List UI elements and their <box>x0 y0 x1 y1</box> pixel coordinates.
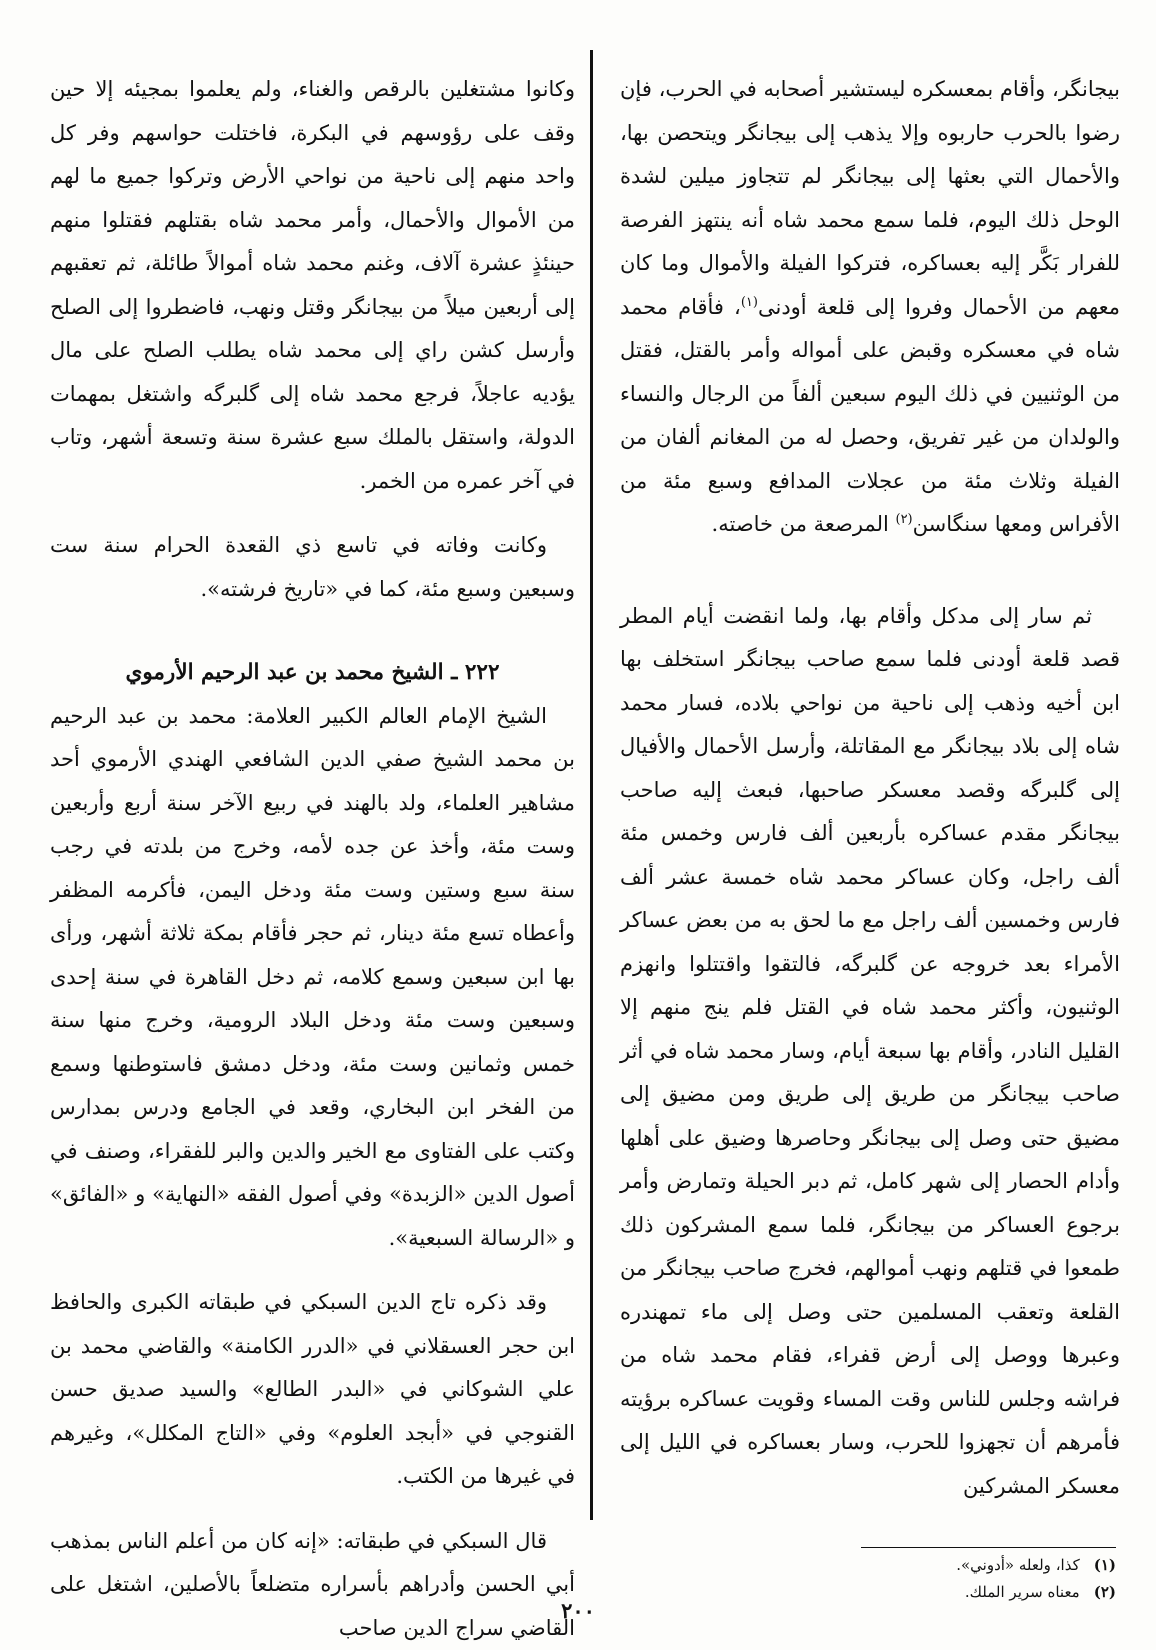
footnote-text: كذا، ولعله «أدوني». <box>956 1556 1080 1574</box>
paragraph: وكانت وفاته في تاسع ذي القعدة الحرام سنة ست وسبعين وسبع مئة، كما في «تاريخ فرشته». <box>50 524 575 611</box>
footnote <box>616 1552 1116 1579</box>
page-number: ٢٠٠ <box>0 1598 1156 1623</box>
footnote-number: (٢) <box>1094 1583 1116 1601</box>
footnote-marker: (١) <box>741 295 758 310</box>
column-divider <box>590 50 593 1520</box>
footnote-text: معناه سرير الملك. <box>965 1583 1080 1601</box>
paragraph: الشيخ الإمام العالم الكبير العلامة: محمد بن عبد الرحيم بن محمد الشيخ صفي الدين الشافعي الهندي الأرموي أحد مشاهير العلماء، ولد بالهند في ربيع الآخر سنة أربع وأربعين وست مئة، وأخذ عن جده لأمه، وخرج من بلدته في رجب سنة سبع وستين وست مئة ودخل اليمن، فأكرمه المظفر وأعطاه تسع مئة دينار، ثم حجر فأقام بمكة ثلاثة أشهر، ورأى بها ابن سبعين وسمع كلامه، ثم دخل القاهرة في سنة إحدى وسبعين وست مئة ودخل البلاد الرومية، وخرج منها سنة خمس وثمانين وست مئة، ودخل دمشق فاستوطنها وسمع من الفخر ابن البخاري، وقعد في الجامع ودرس بمدارس وكتب على الفتاوى مع الخير والدين والبر للفقراء، وصنف في أصول الدين «الزبدة» وفي أصول الفقه «النهاية» و «الفائق» و «الرسالة السبعية». <box>50 695 575 1261</box>
paragraph: وكانوا مشتغلين بالرقص والغناء، ولم يعلموا بمجيئه إلا حين وقف على رؤوسهم في البكرة، فاختلت حواسهم وفر كل واحد منهم إلى ناحية من نواحي الأرض وتركوا جميع ما لهم من الأموال والأحمال، وأمر محمد شاه بقتلهم فقتلوا منهم حينئذٍ عشرة آلاف، وغنم محمد شاه أموالاً طائلة، ثم تعقبهم إلى أربعين ميلاً من بيجانگر وقتل ونهب، فاضطروا إلى الصلح وأرسل كشن راي إلى محمد شاه يطلب الصلح على مال يؤديه عاجلاً، فرجع محمد شاه إلى گلبرگه واشتغل بمهمات الدولة، واستقل بالملك سبع عشرة سنة وتسعة أشهر، وتاب في آخر عمره من الخمر. <box>50 68 575 503</box>
right-column <box>620 68 1120 1508</box>
left-column <box>50 68 575 1650</box>
entry-heading: ٢٢٢ ـ الشيخ محمد بن عبد الرحيم الأرموي <box>50 651 575 695</box>
footnote-rule <box>861 1547 1116 1548</box>
paragraph-text: المرصعة من خاصته. <box>712 512 896 536</box>
footnote-marker: (٢) <box>895 512 912 527</box>
footnote-number: (١) <box>1094 1556 1116 1574</box>
paragraph: وقد ذكره تاج الدين السبكي في طبقاته الكبرى والحافظ ابن حجر العسقلاني في «الدرر الكامنة» والقاضي محمد بن علي الشوكاني في «البدر الطالع» والسيد صديق حسن القنوجي في «أبجد العلوم» وفي «التاج المكلل»، وغيرهم في غيرها من الكتب. <box>50 1281 575 1499</box>
paragraph-text: ، فأقام محمد شاه في معسكره وقبض على أمواله وأمر بالقتل، فقتل من الوثنيين في ذلك اليوم سبعين ألفاً من الرجال والنساء والولدان من غير تفريق، وحصل له من المغانم ألفان من الفيلة وثلاث مئة من عجلات المدافع وسبع مئة من الأفراس ومعها سنگاسن <box>620 295 1120 537</box>
paragraph: ثم سار إلى مدكل وأقام بها، ولما انقضت أيام المطر قصد قلعة أودنى فلما سمع صاحب بيجانگر استخلف بها ابن أخيه وذهب إلى ناحية من نواحي بلاده، فسار محمد شاه إلى بلاد بيجانگر مع المقاتلة، وأرسل الأحمال والأفيال إلى گلبرگه وقصد معسكر صاحبها، فبعث إليه صاحب بيجانگر مقدم عساكره بأربعين ألف فارس وخمس مئة ألف راجل، وكان عساكر محمد شاه خمسة عشر ألف فارس وخمسين ألف راجل مع ما لحق به من بعض عساكر الأمراء بعد خروجه عن گلبرگه، فالتقوا واقتتلوا وانهزم الوثنيون، وأكثر محمد شاه في القتل فلم ينج منهم إلا القليل النادر، وأقام بها سبعة أيام، وسار محمد شاه في أثر صاحب بيجانگر من طريق إلى طريق ومن مضيق إلى مضيق حتى وصل إلى بيجانگر وحاصرها وضيق على أهلها وأدام الحصار إلى شهر كامل، ثم دبر الحيلة وتمارض وأمر برجوع العساكر من بيجانگر، فلما سمع المشركون ذلك طمعوا في قتلهم ونهب أموالهم، فخرج صاحب بيجانگر من القلعة وتعقب المسلمين حتى وصل إلى ماء تمهندره وعبرها ووصل إلى أرض قفراء، فقام محمد شاه من فراشه وجلس للناس وقت المساء وقويت عساكره برؤيته فأمرهم أن تجهزوا للحرب، وسار بعساكره في الليل إلى معسكر المشركين <box>620 595 1120 1509</box>
paragraph: قال السبكي في طبقاته: «إنه كان من أعلم الناس بمذهب أبي الحسن وأدراهم بأسراره متضلعاً بالأصلين، اشتغل على القاضي سراج الدين صاحب <box>50 1520 575 1650</box>
paragraph-text: بيجانگر، وأقام بمعسكره ليستشير أصحابه في الحرب، فإن رضوا بالحرب حاربوه وإلا يذهب إلى بيجانگر ويتحصن بها، والأحمال التي بعثها إلى بيجانگر لم تتجاوز ميلين لشدة الوحل ذلك اليوم، فلما سمع محمد شاه أنه ينتهز الفرصة للفرار بَكَّر إليه بعساكره، فتركوا الفيلة والأموال وما كان معهم من الأحمال وفروا إلى قلعة أودنى <box>620 77 1120 319</box>
paragraph <box>620 68 1120 547</box>
